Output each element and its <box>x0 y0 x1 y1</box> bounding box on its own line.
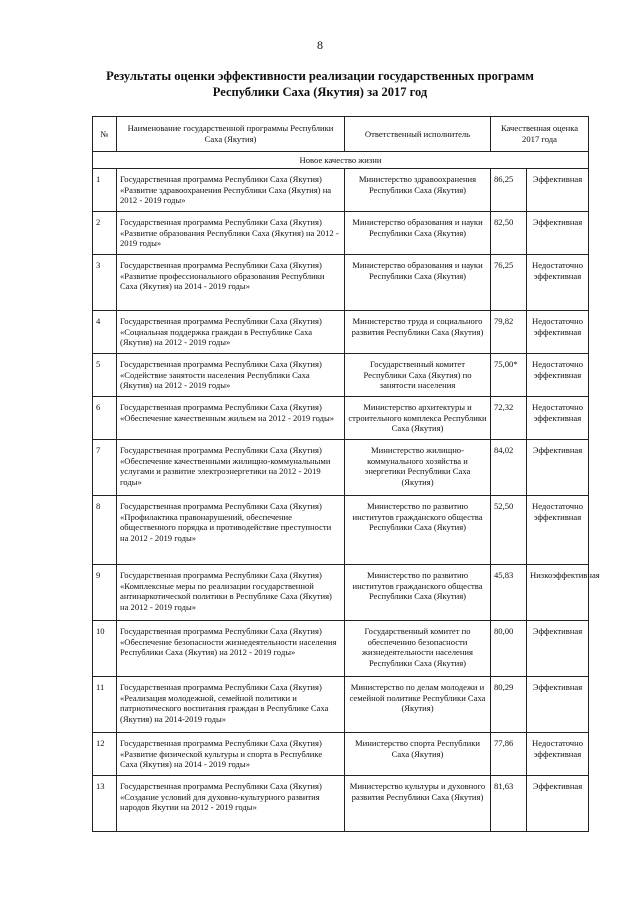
row-score: 81,63 <box>494 781 514 791</box>
table-row <box>93 212 589 255</box>
table-header-row <box>93 117 589 152</box>
document-title <box>80 68 560 100</box>
row-num: 7 <box>96 445 101 455</box>
table-row <box>93 621 589 677</box>
row-program: Государственная программа Республики Саха (Якутия) «Развитие образования Республики Саха (Якутия) на 2012 - 2019 годы» <box>120 217 339 249</box>
row-program: Государственная программа Республики Саха (Якутия) «Развитие физической культуры и спорта в Республике Саха (Якутия) на 2014 - 2019 годы» <box>120 738 323 770</box>
row-rating: Эффективная <box>532 217 583 227</box>
row-num: 1 <box>96 174 101 184</box>
row-score: 72,32 <box>494 402 514 412</box>
row-rating: Низкоэффективная <box>530 570 600 580</box>
table-row <box>93 397 589 440</box>
row-num: 5 <box>96 359 101 369</box>
row-score: 84,02 <box>494 445 514 455</box>
row-rating: Недостаточно эффективная <box>532 501 583 522</box>
table-row <box>93 255 589 311</box>
row-rating: Эффективная <box>532 626 583 636</box>
row-num: 9 <box>96 570 101 580</box>
row-executor: Министерство спорта Республики Саха (Якутия) <box>355 738 480 759</box>
row-program: Государственная программа Республики Саха (Якутия) «Создание условий для духовно-культурного развития народов Якутии на 2012 - 2019 годы» <box>120 781 322 813</box>
row-program: Государственная программа Республики Саха (Якутия) «Профилактика правонарушений, обеспечение общественного порядка и противодействие преступности на 2012 - 2019 годы» <box>120 501 332 543</box>
row-executor: Государственный комитет Республики Саха (Якутия) по занятости населения <box>363 359 472 391</box>
row-rating: Недостаточно эффективная <box>532 402 583 423</box>
row-rating: Недостаточно эффективная <box>532 738 583 759</box>
header-num: № <box>93 117 117 152</box>
row-program: Государственная программа Республики Саха (Якутия) «Обеспечение качественными жилищно-коммунальными услугами и развитие электроэнергетики на 2012 - 2019 годы» <box>120 445 331 487</box>
row-executor: Министерство образования и науки Республики Саха (Якутия) <box>352 260 483 281</box>
row-num: 10 <box>96 626 105 636</box>
table-row <box>93 565 589 621</box>
row-program: Государственная программа Республики Саха (Якутия) «Содействие занятости населения Республики Саха (Якутия) на 2012 - 2019 годы» <box>120 359 322 391</box>
row-rating: Эффективная <box>532 682 583 692</box>
row-rating: Недостаточно эффективная <box>532 316 583 337</box>
row-executor: Министерство культуры и духовного развития Республики Саха (Якутия) <box>349 781 486 802</box>
row-executor: Министерство образования и науки Республики Саха (Якутия) <box>352 217 483 238</box>
row-score: 52,50 <box>494 501 514 511</box>
table-row <box>93 776 589 832</box>
row-rating: Эффективная <box>532 445 583 455</box>
row-num: 2 <box>96 217 101 227</box>
section-row <box>93 152 589 169</box>
row-num: 3 <box>96 260 101 270</box>
page-number: 8 <box>317 38 323 52</box>
row-program: Государственная программа Республики Саха (Якутия) «Развитие профессионального образования Республики Саха (Якутия) на 2014 - 2019 годы» <box>120 260 325 292</box>
row-executor: Министерство архитектуры и строительного комплекса Республики Саха (Якутия) <box>348 402 487 434</box>
row-score: 80,29 <box>494 682 514 692</box>
table-row <box>93 354 589 397</box>
row-score: 75,00* <box>494 359 518 369</box>
header-executor: Ответственный исполнитель <box>345 117 491 152</box>
row-program: Государственная программа Республики Саха (Якутия) «Социальная поддержка граждан в Республике Саха (Якутия) на 2012 - 2019 годы» <box>120 316 322 348</box>
row-num: 12 <box>96 738 105 748</box>
table-row <box>93 311 589 354</box>
row-executor: Министерство по делам молодежи и семейной политике Республики Саха (Якутия) <box>349 682 486 714</box>
table-row <box>93 496 589 565</box>
header-program: Наименование государственной программы Республики Саха (Якутия) <box>117 117 345 152</box>
row-program: Государственная программа Республики Саха (Якутия) «Комплексные меры по реализации государственной антинаркотической политики в Республике Саха (Якутия) на 2012 - 2019 годы» <box>120 570 332 612</box>
table-row <box>93 440 589 496</box>
row-rating: Недостаточно эффективная <box>532 359 583 380</box>
row-score: 76,25 <box>494 260 514 270</box>
row-score: 45,83 <box>494 570 514 580</box>
row-program: Государственная программа Республики Саха (Якутия) «Обеспечение безопасности жизнедеятельности населения Республики Саха (Якутия) на 2012 - 2019 годы» <box>120 626 337 658</box>
row-rating: Эффективная <box>532 781 583 791</box>
row-num: 8 <box>96 501 101 511</box>
row-score: 82,50 <box>494 217 514 227</box>
row-program: Государственная программа Республики Саха (Якутия) «Обеспечение качественным жильем на 2012 - 2019 годы» <box>120 402 335 423</box>
title-line-2: Республики Саха (Якутия) за 2017 год <box>212 85 428 99</box>
row-rating: Недостаточно эффективная <box>532 260 583 281</box>
row-score: 77,86 <box>494 738 514 748</box>
table-row <box>93 169 589 212</box>
table-row <box>93 733 589 776</box>
row-score: 79,82 <box>494 316 514 326</box>
table-row <box>93 677 589 733</box>
row-executor: Министерство по развитию институтов гражданского общества Республики Саха (Якутия) <box>352 501 483 533</box>
row-score: 86,25 <box>494 174 514 184</box>
title-line-1: Результаты оценки эффективности реализации государственных программ <box>106 69 534 83</box>
row-executor: Государственный комитет по обеспечению безопасности жизнедеятельности населения Республики Саха (Якутия) <box>362 626 473 668</box>
section-title: Новое качество жизни <box>93 152 589 169</box>
header-rating: Качественная оценка 2017 года <box>491 117 589 152</box>
row-program: Государственная программа Республики Саха (Якутия) «Реализация молодежной, семейной политики и патриотического воспитания граждан в Республике Саха (Якутия) на 2014-2019 годы» <box>120 682 329 724</box>
row-executor: Министерство по развитию институтов гражданского общества Республики Саха (Якутия) <box>352 570 483 602</box>
row-num: 4 <box>96 316 101 326</box>
row-num: 11 <box>96 682 105 692</box>
row-program: Государственная программа Республики Саха (Якутия) «Развитие здравоохранения Республики Саха (Якутия) на 2012 - 2019 годы» <box>120 174 332 206</box>
row-rating: Эффективная <box>532 174 583 184</box>
row-executor: Министерство здравоохранения Республики Саха (Якутия) <box>358 174 477 195</box>
row-num: 13 <box>96 781 105 791</box>
row-score: 80,00 <box>494 626 514 636</box>
programs-table <box>92 116 600 832</box>
row-executor: Министерство труда и социального развития Республики Саха (Якутия) <box>351 316 484 337</box>
row-executor: Министерство жилищно-коммунального хозяйства и энергетики Республики Саха (Якутия) <box>364 445 471 487</box>
row-num: 6 <box>96 402 101 412</box>
